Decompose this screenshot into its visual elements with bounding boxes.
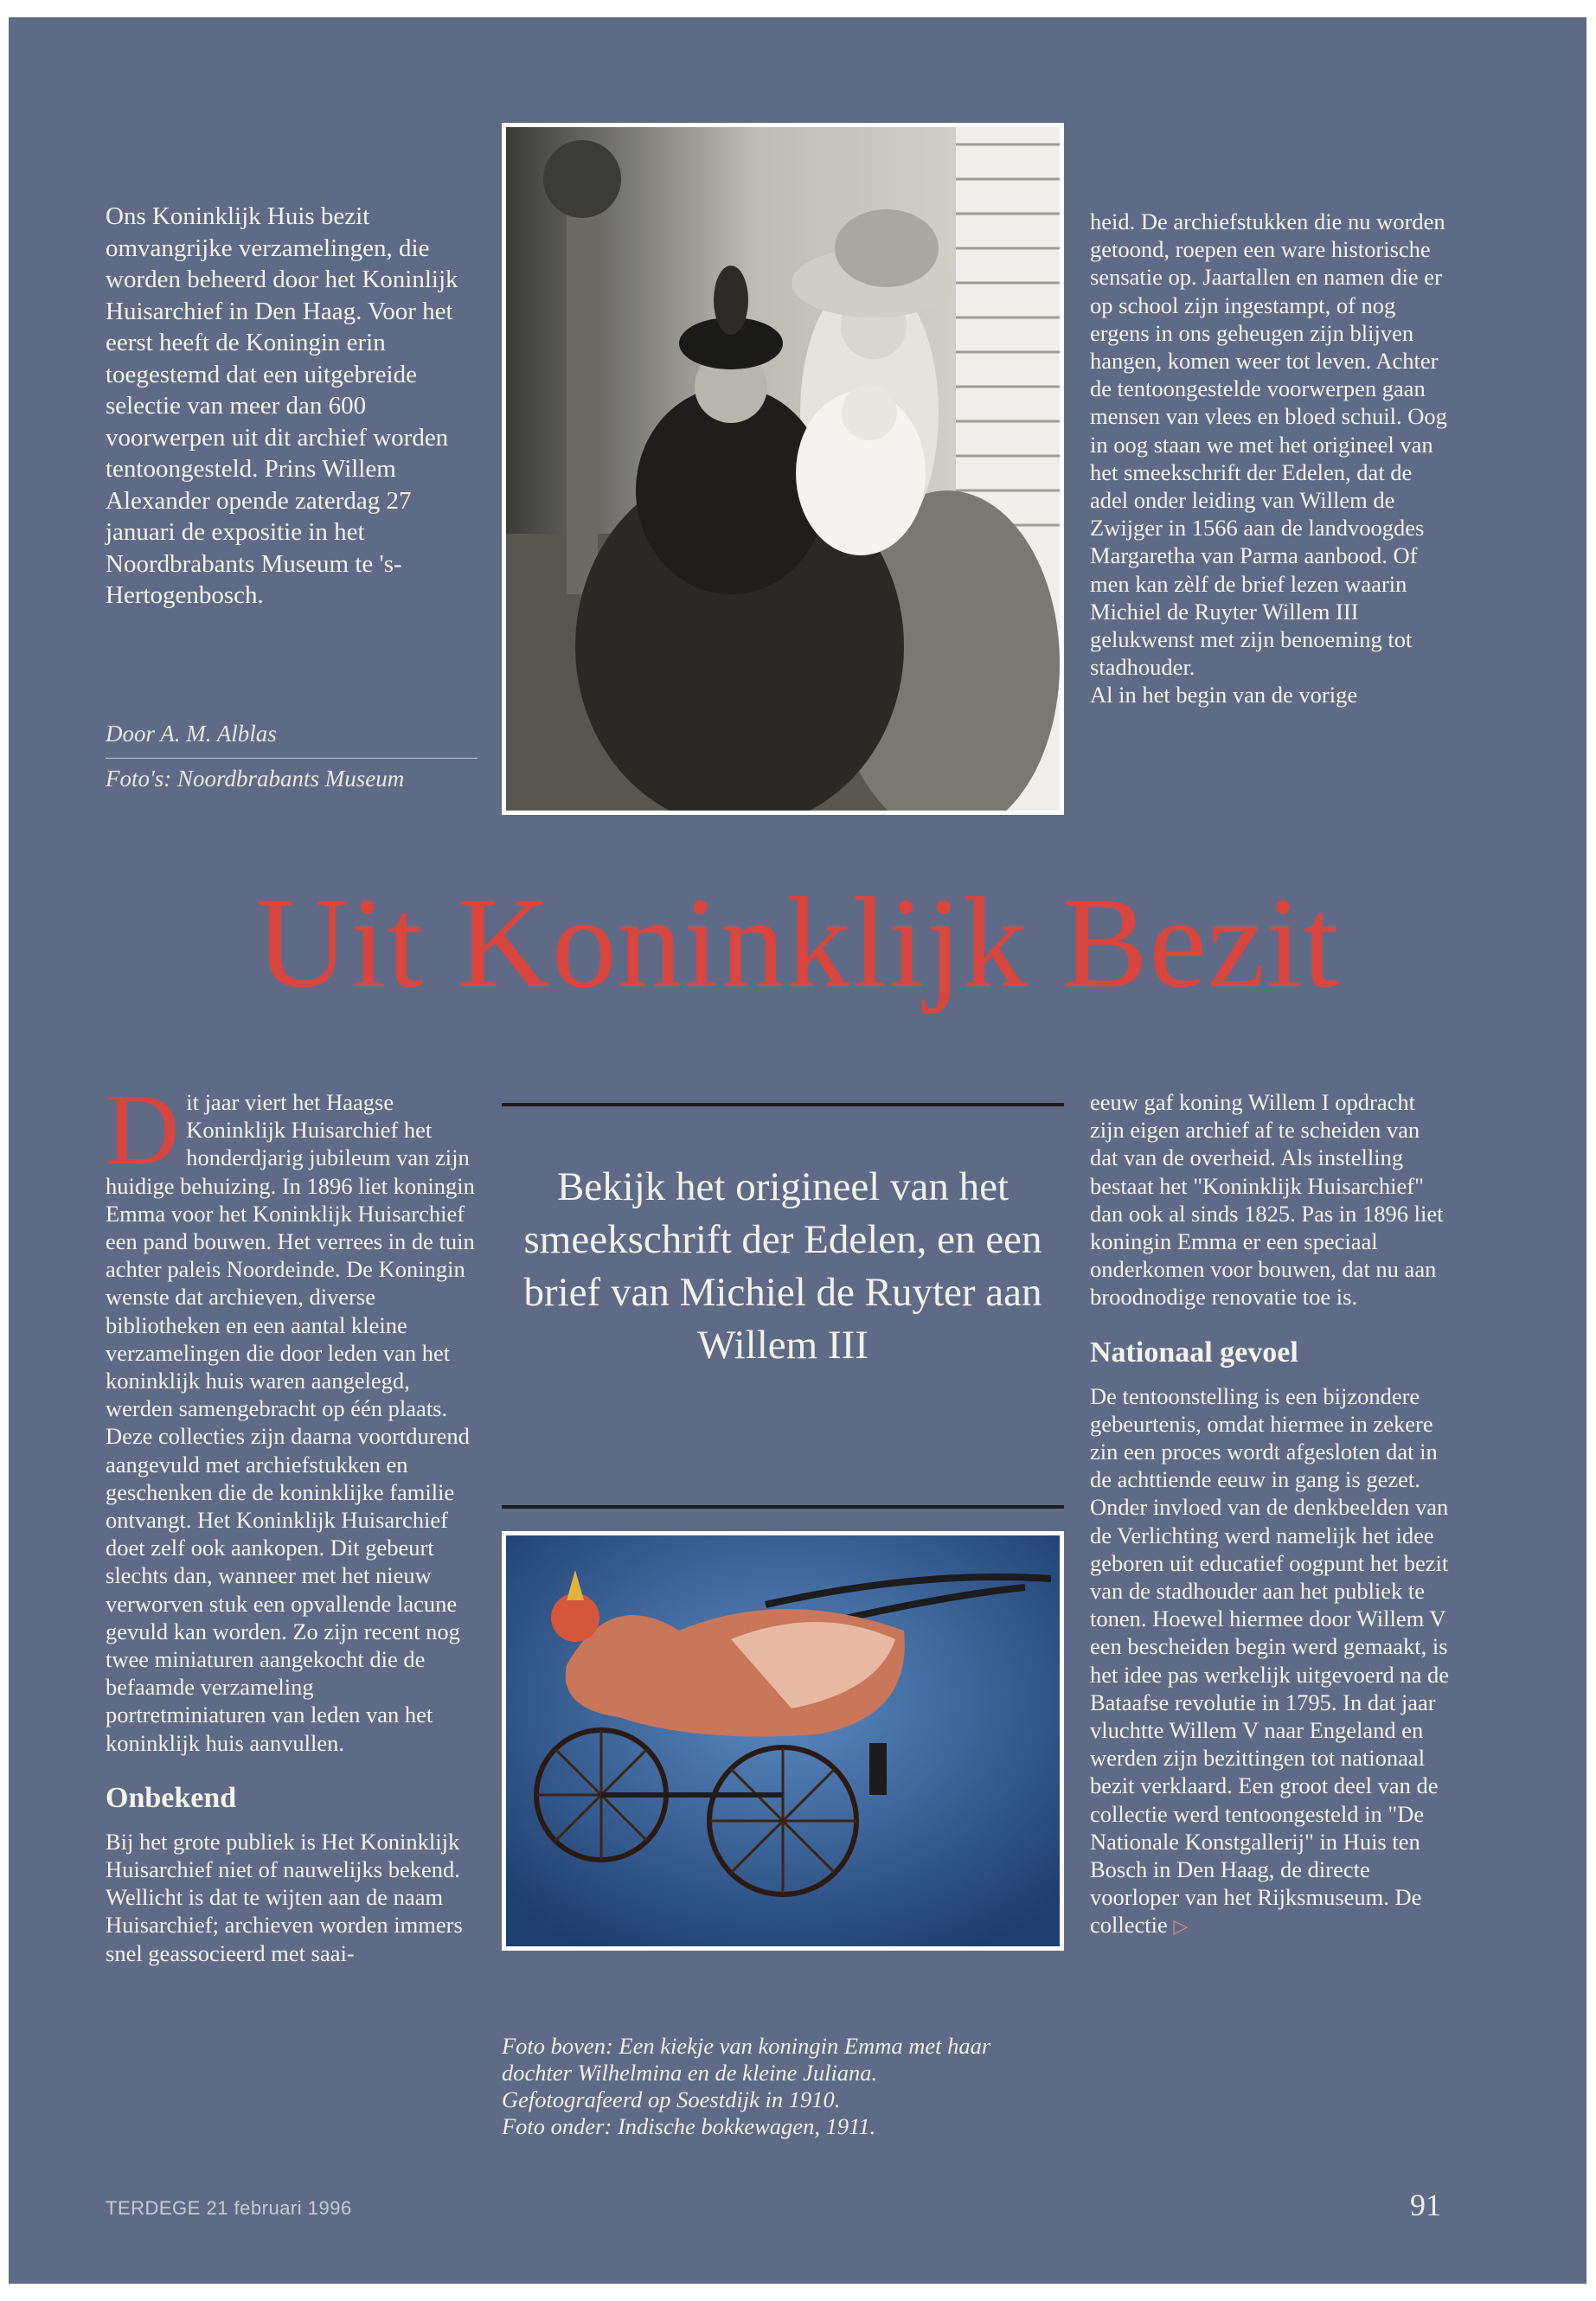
continue-arrow-icon: ▷: [1173, 1915, 1189, 1938]
paragraph: it jaar viert het Haagse Koninklijk Huisarchief het honderdjarig jubileum van zijn huidige behuizing. In 1896 liet koningin Emma voor het Koninklijk Huisarchief een pand bouwen. Het verrees in de tuin achter paleis Noordeinde. De Koningin wenste dat archieven, diverse bibliotheken en een aantal kleine verzamelingen die door leden van het koninklijk huis waren aangelegd, werden samengebracht op één plaats. Deze collecties zijn daarna voortdurend aangevuld met archiefstukken en geschenken die de koninklijke familie ontvangt. Het Koninklijk Huisarchief doet zelf ook aankopen. Dit gebeurt slechts dan, wanneer met het nieuw verworven stuk een opvallende lacune gevuld kan worden. Zo zijn recent nog twee miniaturen aangekocht die de befaamde verzameling portretminiaturen van leden van het koninklijk huis aanvullen.: [106, 1089, 475, 1756]
photo-bokkewagen: [502, 1531, 1064, 1951]
intro-text: Ons Koninklijk Huis bezit omvangrijke verzamelingen, die worden beheerd door het Koninlijk Huisarchief in Den Haag. Voor het eerst heeft de Koningin erin toegestemd dat een uitgebreide selectie van meer dan 600 voorwerpen uit dit archief worden tentoongesteld. Prins Willem Alexander opende zaterdag 27 januari de expositie in het Noordbrabants Museum te 's-Hertogenbosch.: [106, 202, 458, 609]
pullquote-rule-bottom: [502, 1505, 1064, 1509]
section-heading-onbekend: Onbekend: [106, 1781, 237, 1814]
left-column: [106, 1073, 478, 1967]
section-heading-nationaal-gevoel: Nationaal gevoel: [1090, 1336, 1298, 1368]
caption-line: Gefotografeerd op Soestdijk in 1910.: [502, 2086, 841, 2112]
article-title: Uit Koninklijk Bezit: [255, 871, 1340, 1015]
paragraph: heid. De archiefstukken die nu worden getoond, roepen een ware historische sensatie op. Jaartallen en namen die er op school zijn ingestampt, of nog ergens in ons geheugen zijn blijven hangen, komen weer tot leven. Achter de tentoongestelde voorwerpen gaan mensen van vlees en bloed schuil. Oog in oog staan we met het origineel van het smeekschrift der Edelen, dat de adel onder leiding van Willem de Zwijger in 1566 aan de landvoogdes Margaretha van Parma aanbood. Of men kan zèlf de brief lezen waarin Michiel de Ruyter Willem III gelukwenst met zijn benoeming tot stadhouder.: [1090, 208, 1447, 681]
right-column: [1090, 1088, 1453, 1941]
footer-publication: TERDEGE 21 februari 1996: [106, 2197, 352, 2219]
magazine-page: [9, 17, 1586, 2284]
drop-cap: D: [106, 1073, 180, 1186]
pullquote-rule-top: [502, 1103, 1064, 1106]
paragraph: Al in het begin van de vorige: [1090, 682, 1358, 708]
goat-cart-photo: [506, 1535, 1060, 1946]
pullquote: Bekijk het origineel van het smeekschrift der Edelen, en een brief van Michiel de Ruyter aan Willem III: [523, 1164, 1042, 1368]
page-number: 91: [1410, 2188, 1441, 2222]
caption-line: Foto onder: Indische bokkewagen, 1911.: [502, 2113, 876, 2139]
author-credit: Door A. M. Alblas: [106, 721, 277, 747]
credit-divider: [106, 758, 478, 759]
caption-line: Foto boven: Een kiekje van koningin Emma met haar dochter Wilhelmina en de kleine Juliana.: [502, 2033, 991, 2086]
historic-family-photo: [506, 127, 1060, 811]
paragraph: Bij het grote publiek is Het Koninklijk Huisarchief niet of nauwelijks bekend. Wellicht is dat te wijten aan de naam Huisarchief; archieven worden immers snel geassocieerd met saai-: [106, 1828, 463, 1966]
photo-queen-emma: [502, 123, 1064, 815]
top-right-column: [1090, 208, 1453, 709]
paragraph: eeuw gaf koning Willem I opdracht zijn eigen archief af te scheiden van dat van de overheid. Als instelling bestaat het "Koninklijk Huisarchief" dan ook al sinds 1825. Pas in 1896 liet koningin Emma er een speciaal onderkomen voor bouwen, dat nu aan broodnodige renovatie toe is.: [1090, 1089, 1444, 1311]
photo-credit: Foto's: Noordbrabants Museum: [106, 766, 405, 792]
paragraph: De tentoonstelling is een bijzondere gebeurtenis, omdat hiermee in zekere zin een proces wordt afgesloten dat in de achttiende eeuw in gang is gezet. Onder invloed van de denkbeelden van de Verlichting werd namelijk het idee geboren uit educatief oogpunt het bezit van de stadhouder aan het publiek te tonen. Hoewel hiermee door Willem V een bescheiden begin werd gemaakt, is het idee pas werkelijk uitgevoerd na de Bataafse revolutie in 1795. In dat jaar vluchtte Willem V naar Engeland en werden zijn bezittingen tot nationaal bezit verklaard. Een groot deel van de collectie werd tentoongesteld in "De Nationale Konstgallerij" in Huis ten Bosch in Den Haag, de directe voorloper van het Rijksmuseum. De collectie: [1090, 1382, 1450, 1939]
photo-captions: [502, 2033, 1064, 2140]
